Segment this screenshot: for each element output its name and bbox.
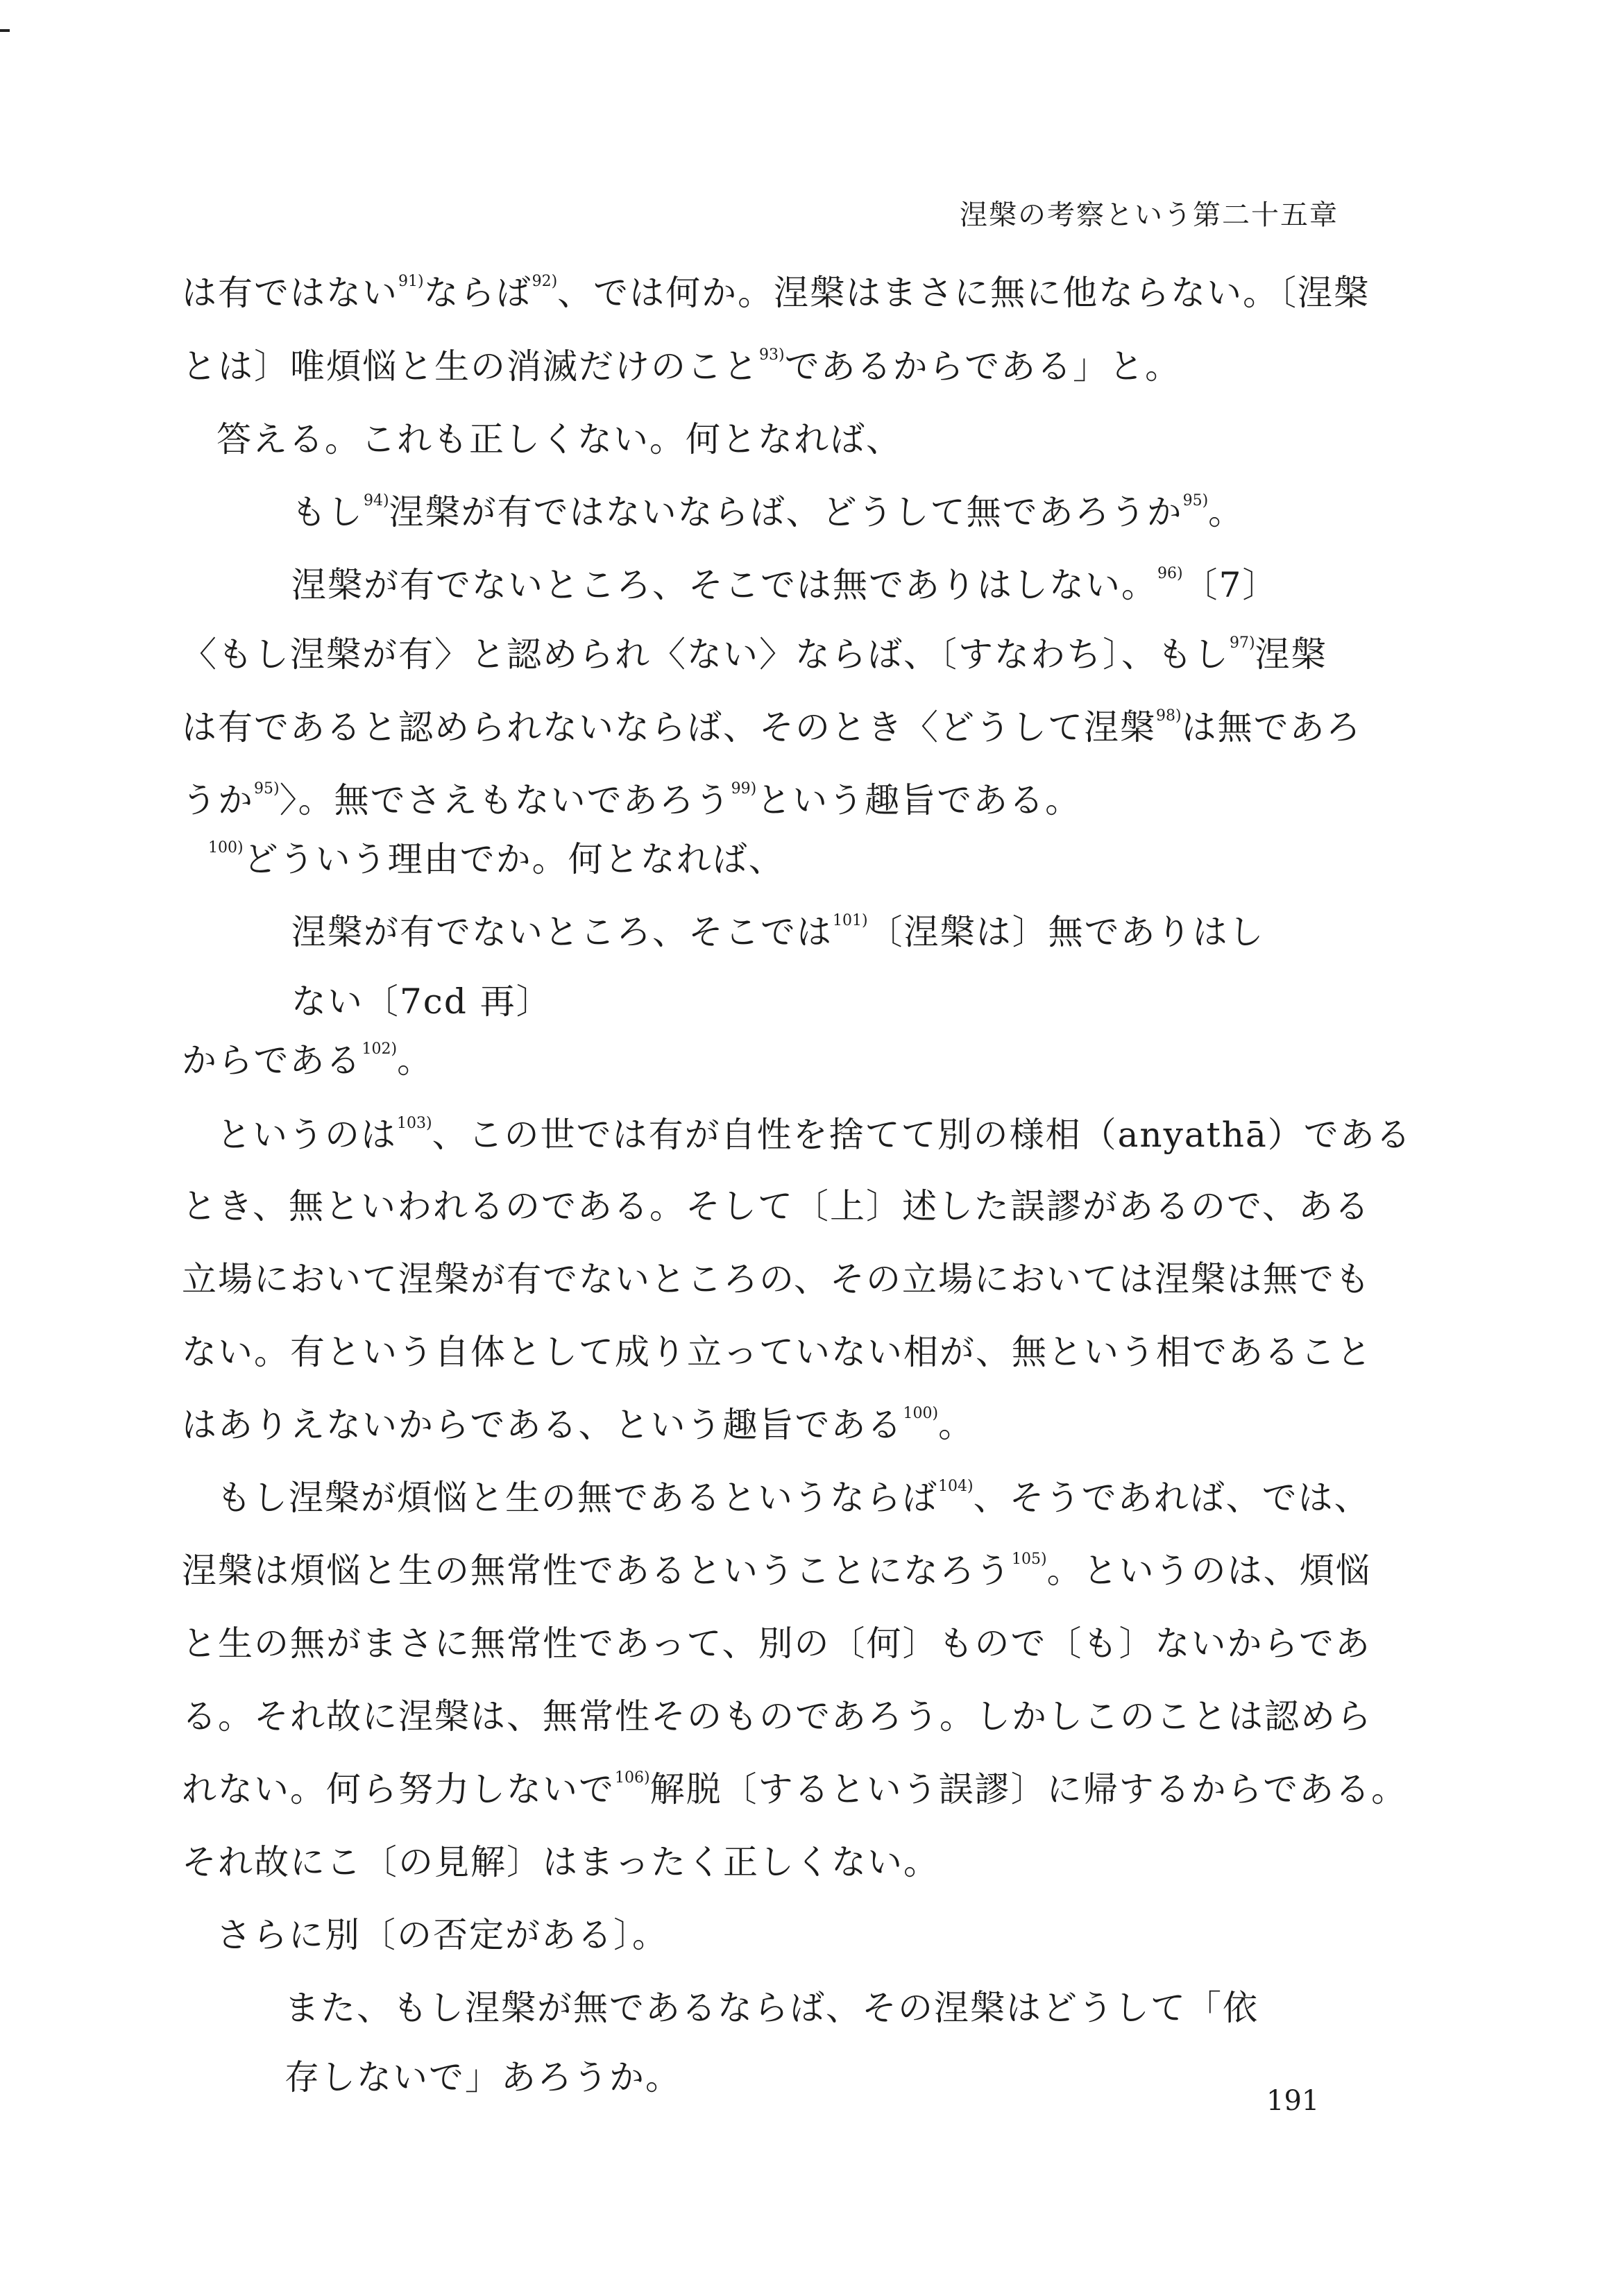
text-run: は有であると認められないならば、そのとき〈どうして涅槃 [182,707,1156,748]
text-line [182,1769,1408,1809]
footnote-marker: 106) [615,1769,650,1787]
text-line [182,707,1362,748]
text-line [182,1259,1371,1299]
text-run: もし [291,492,364,532]
footnote-marker: 100) [903,1405,939,1422]
text-run: 〉。無でさえもないであろう [279,780,731,820]
text-run: からである [182,1040,362,1081]
text-run: 。というのは、煩悩 [1046,1551,1372,1591]
text-line [291,492,1245,532]
text-run: 〔7〕 [1182,565,1279,605]
text-line [291,981,552,1022]
text-run: であるからである」と。 [784,346,1182,387]
footnote-marker: 102) [362,1040,398,1058]
text-run: 、そうであれば、では、 [973,1478,1370,1518]
text-line [284,2057,681,2097]
text-run: れない。何ら努力しないで [182,1769,615,1809]
text-line [182,1842,940,1882]
text-run: は無であろ [1181,707,1362,748]
text-line [182,634,1327,675]
text-line [182,780,1082,820]
scan-mark [0,29,10,32]
text-line [182,1551,1372,1591]
text-run: 解脱〔するという誤謬〕に帰するからである。 [649,1769,1408,1809]
text-run: うか [182,780,254,820]
text-run: 立場において涅槃が有でないところの、その立場においては涅槃は無でも [182,1259,1371,1299]
footnote-marker: 103) [397,1115,432,1132]
text-run: とは〕唯煩悩と生の消滅だけのこと [182,346,759,387]
footnote-marker: 100) [208,839,244,856]
text-run: どういう理由でか。何となれば、 [243,839,785,879]
text-run: はありえないからである、という趣旨である [182,1405,903,1445]
text-run: 、では何か。涅槃はまさに無に他ならない。〔涅槃 [557,273,1370,313]
text-run: る。それ故に涅槃は、無常性そのものであろう。しかしこのことは認めら [182,1696,1373,1737]
text-run: 涅槃が有ではないならば、どうして無であろうか [389,492,1183,532]
text-line [182,1040,434,1081]
text-run: ならば [423,273,532,313]
text-line [216,419,902,459]
footnote-marker: 94) [364,492,389,509]
text-run: ない。有という自体として成り立っていない相が、無という相であること [182,1332,1373,1372]
text-line [182,346,1182,387]
footnote-marker: 101) [833,912,868,929]
text-line [208,839,785,879]
text-run: 。 [1208,492,1245,532]
footnote-marker: 104) [938,1478,974,1495]
text-run: は有ではない [182,273,398,313]
footnote-marker: 91) [398,273,424,290]
text-run: と生の無がまさに無常性であって、別の〔何〕もので〔も〕ないからであ [182,1623,1371,1664]
text-run: 答える。これも正しくない。何となれば、 [216,419,902,459]
footnote-marker: 95) [254,780,280,797]
text-run: 、この世では有が自性を捨てて別の様相（anyathā）である [432,1115,1412,1155]
text-run: とき、無といわれるのである。そして〔上〕述した誤謬があるので、ある [182,1186,1370,1226]
text-line [182,1405,975,1445]
footnote-marker: 96) [1157,565,1183,582]
text-run: 涅槃が有でないところ、そこでは [291,912,833,952]
text-run: また、もし涅槃が無であるならば、その涅槃はどうして「依 [284,1988,1259,2028]
text-run: もし涅槃が煩悩と生の無であるというならば [216,1478,938,1518]
footnote-marker: 97) [1230,634,1255,652]
text-run: それ故にこ〔の見解〕はまったく正しくない。 [182,1842,940,1882]
text-run: 存しないで」あろうか。 [284,2057,681,2097]
text-run: さらに別〔の否定がある〕。 [216,1915,668,1955]
text-run: 涅槃は煩悩と生の無常性であるということになろう [182,1551,1012,1591]
text-line [182,1186,1370,1226]
text-line [182,1623,1371,1664]
footnote-marker: 99) [731,780,757,797]
text-line [182,1332,1373,1372]
footnote-marker: 98) [1156,707,1182,725]
text-line [216,1115,1412,1155]
text-line [216,1915,668,1955]
text-run: 。 [397,1040,434,1081]
text-run: というのは [216,1115,397,1155]
footnote-marker: 92) [532,273,558,290]
running-header: 涅槃の考察という第二十五章 [960,199,1339,231]
page-number: 191 [1266,2085,1320,2117]
footnote-marker: 105) [1012,1551,1047,1568]
text-line [284,1988,1259,2028]
text-line [182,273,1370,313]
text-run: 〈もし涅槃が有〉と認められ〈ない〉ならば、〔すなわち〕、もし [182,634,1230,675]
text-run: 。 [938,1405,975,1445]
text-run: 涅槃が有でないところ、そこでは無でありはしない。 [291,565,1157,605]
text-line [291,565,1279,605]
text-run: 〔涅槃は〕無でありはし [867,912,1265,952]
text-line [216,1478,1370,1518]
text-run: という趣旨である。 [756,780,1082,820]
text-run: ない〔7cd 再〕 [291,981,552,1022]
text-run: 涅槃 [1255,634,1327,675]
text-line [291,912,1265,952]
text-line [182,1696,1373,1737]
footnote-marker: 95) [1182,492,1209,509]
footnote-marker: 93) [759,346,785,364]
